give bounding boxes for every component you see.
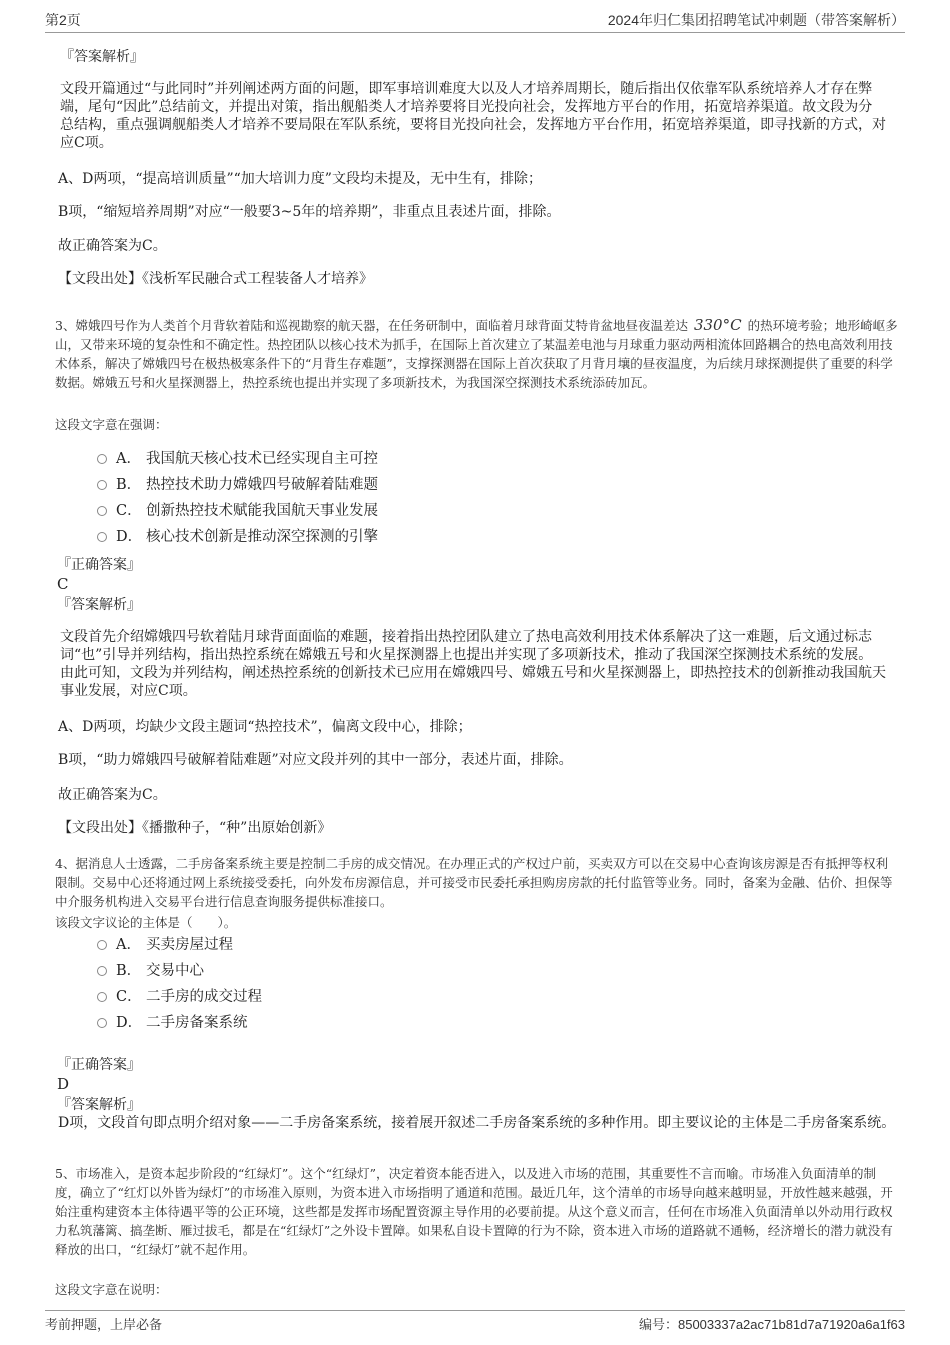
q3-source: 【文段出处】《播撒种子，“种”出原始创新》 [58, 820, 332, 836]
q3-correct-answer: C [57, 575, 69, 593]
radio-icon [97, 532, 107, 542]
document-code-value: 85003337a2ac71b81d7a71920a6a1f63 [677, 1317, 905, 1332]
q4-prompt: 该段文字议论的主体是（ ）。 [55, 915, 237, 930]
footer-slogan: 考前押题，上岸必备 [45, 1317, 163, 1332]
radio-icon [97, 966, 107, 976]
q3-option-c[interactable]: C． 创新热控技术赋能我国航天事业发展 [97, 501, 378, 521]
q3-analysis-label: 『答案解析』 [57, 597, 141, 613]
document-title: 2024年归仁集团招聘笔试冲刺题（带答案解析） [607, 12, 905, 28]
document-code [639, 1314, 905, 1333]
q4-option-b[interactable]: B． 交易中心 [97, 961, 204, 981]
q4-option-a[interactable]: A． 买卖房屋过程 [97, 935, 233, 955]
q5-stem: 5、市场准入，是资本起步阶段的“红绿灯”。这个“红绿灯”，决定着资本能否进入，以及进入市场的范围，其重要性不言而喻。市场准入负面清单的制度，确立了“红灯以外皆为绿灯”的市场准入原则，为资本进入市场指明了通道和范围。最近几年，这个清单的市场导向越来越明显，开放性越来越强，开始注重构建资本主体待遇平等的公正环境，这些都是发挥市场配置资源主导作用的必要前提。从这个意义而言，任何在市场准入负面清单以外动用行政权力私筑藩篱、搞垄断、雁过拔毛，都是在“红绿灯”之外设卡置障。如果私自设卡置障的行为不除，资本进入市场的道路就不通畅，经济增长的潜力就没有释放的出口，“红绿灯”就不起作用。 [55, 1166, 893, 1257]
q3-stem [55, 316, 898, 392]
radio-icon [97, 1018, 107, 1028]
q3-correct-label: 『正确答案』 [57, 557, 141, 573]
q3-analysis-text: 文段首先介绍嫦娥四号软着陆月球背面面临的难题，接着指出热控团队建立了热电高效利用技术体系解决了这一难题，后文通过标志词“也”引导并列结构，指出热控系统在嫦娥五号和火星探测器上也提出并实现了多项新技术，推动了我国深空探测技术系统的发展。由此可知，文段为并列结构，阐述热控系统的创新技术已应用在嫦娥四号、嫦娥五号和火星探测器上，即热控技术的创新推动我国航天事业发展，对应C项。 [60, 629, 886, 699]
q3-stem-part1: 3、嫦娥四号作为人类首个月背软着陆和巡视勘察的航天器，在任务研制中，面临着月球背面艾特肯盆地昼夜温差达 [55, 318, 688, 333]
q2-analysis-label: 『答案解析』 [60, 49, 144, 65]
q4-stem: 4、据消息人士透露，二手房备案系统主要是控制二手房的成交情况。在办理正式的产权过户前，买卖双方可以在交易中心查询该房源是否有抵押等权利限制。交易中心还将通过网上系统接受委托，向外发布房源信息，并可接受市民委托承担购房房款的托付监管等业务。同时，备案为金融、估价、担保等中介服务机构进入交易平台进行信息查询服务提供标准接口。 [55, 856, 893, 909]
q4-option-d[interactable]: D． 二手房备案系统 [97, 1013, 248, 1033]
q2-option-b-analysis: B项，“缩短培养周期”对应“一般要3~5年的培养期”，非重点且表述片面，排除。 [58, 204, 561, 220]
q4-correct-answer: D [57, 1075, 70, 1093]
q3-option-ad-analysis: A、D两项，均缺少文段主题词“热控技术”，偏离文段中心，排除； [58, 719, 472, 735]
radio-icon [97, 992, 107, 1002]
q3-conclusion: 故正确答案为C。 [58, 787, 167, 803]
q4-analysis-text: D项，文段首句即点明介绍对象——二手房备案系统，接着展开叙述二手房备案系统的多种作用。即主要议论的主体是二手房备案系统。 [58, 1115, 896, 1131]
radio-icon [97, 454, 107, 464]
footer-divider [45, 1310, 905, 1311]
radio-icon [97, 506, 107, 516]
header-divider [45, 32, 905, 33]
radio-icon [97, 940, 107, 950]
q3-option-b[interactable]: B． 热控技术助力嫦娥四号破解着陆难题 [97, 475, 378, 495]
q2-conclusion: 故正确答案为C。 [58, 238, 167, 254]
q2-source: 【文段出处】《浅析军民融合式工程装备人才培养》 [58, 271, 373, 287]
q4-correct-label: 『正确答案』 [57, 1057, 141, 1073]
q4-analysis-label: 『答案解析』 [57, 1097, 141, 1113]
q3-option-a[interactable]: A． 我国航天核心技术已经实现自主可控 [97, 449, 378, 469]
radio-icon [97, 480, 107, 490]
q3-option-b-analysis: B项，“助力嫦娥四号破解着陆难题”对应文段并列的其中一部分，表述片面，排除。 [58, 752, 573, 768]
q5-prompt: 这段文字意在说明： [55, 1282, 168, 1297]
document-code-label: 编号： [638, 1317, 678, 1332]
q2-analysis-text: 文段开篇通过“与此同时”并列阐述两方面的问题，即军事培训难度大以及人才培养周期长，随后指出仅依靠军队系统培养人才存在弊端，尾句“因此”总结前文，并提出对策，指出舰船类人才培养要将目光投向社会，发挥地方平台的作用，拓宽培养渠道。故文段为分总结构，重点强调舰船类人才培养不要局限在军队系统，要将目光投向社会，发挥地方平台作用，拓宽培养渠道，即寻找新的方式，对应C项。 [60, 81, 886, 151]
page-number: 第2页 [45, 12, 81, 28]
q3-stem-part2: 的热环境考验；地形崎岖多山，又带来环境的复杂性和不确定性。热控团队以核心技术为抓手，在国际上首次建立了某温差电池与月球重力驱动两相流体回路耦合的热电高效利用技术体系，解决了嫦娥四号在极热极寒条件下的“月背生存难题”，支撑探测器在国际上首次获取了月背月壤的昼夜温度，为后续月球探测提供了重要的科学数据。嫦娥五号和火星探测器上，热控系统也提出并实现了多项新技术，为我国深空探测技术系统添砖加瓦。 [55, 318, 898, 390]
q3-option-d[interactable]: D． 核心技术创新是推动深空探测的引擎 [97, 527, 378, 547]
q4-option-c[interactable]: C． 二手房的成交过程 [97, 987, 262, 1007]
q3-temperature: 330°C [693, 316, 742, 334]
q3-prompt: 这段文字意在强调： [55, 417, 168, 432]
q2-option-ad-analysis: A、D两项，“提高培训质量”“加大培训力度”文段均未提及，无中生有，排除； [58, 171, 542, 187]
